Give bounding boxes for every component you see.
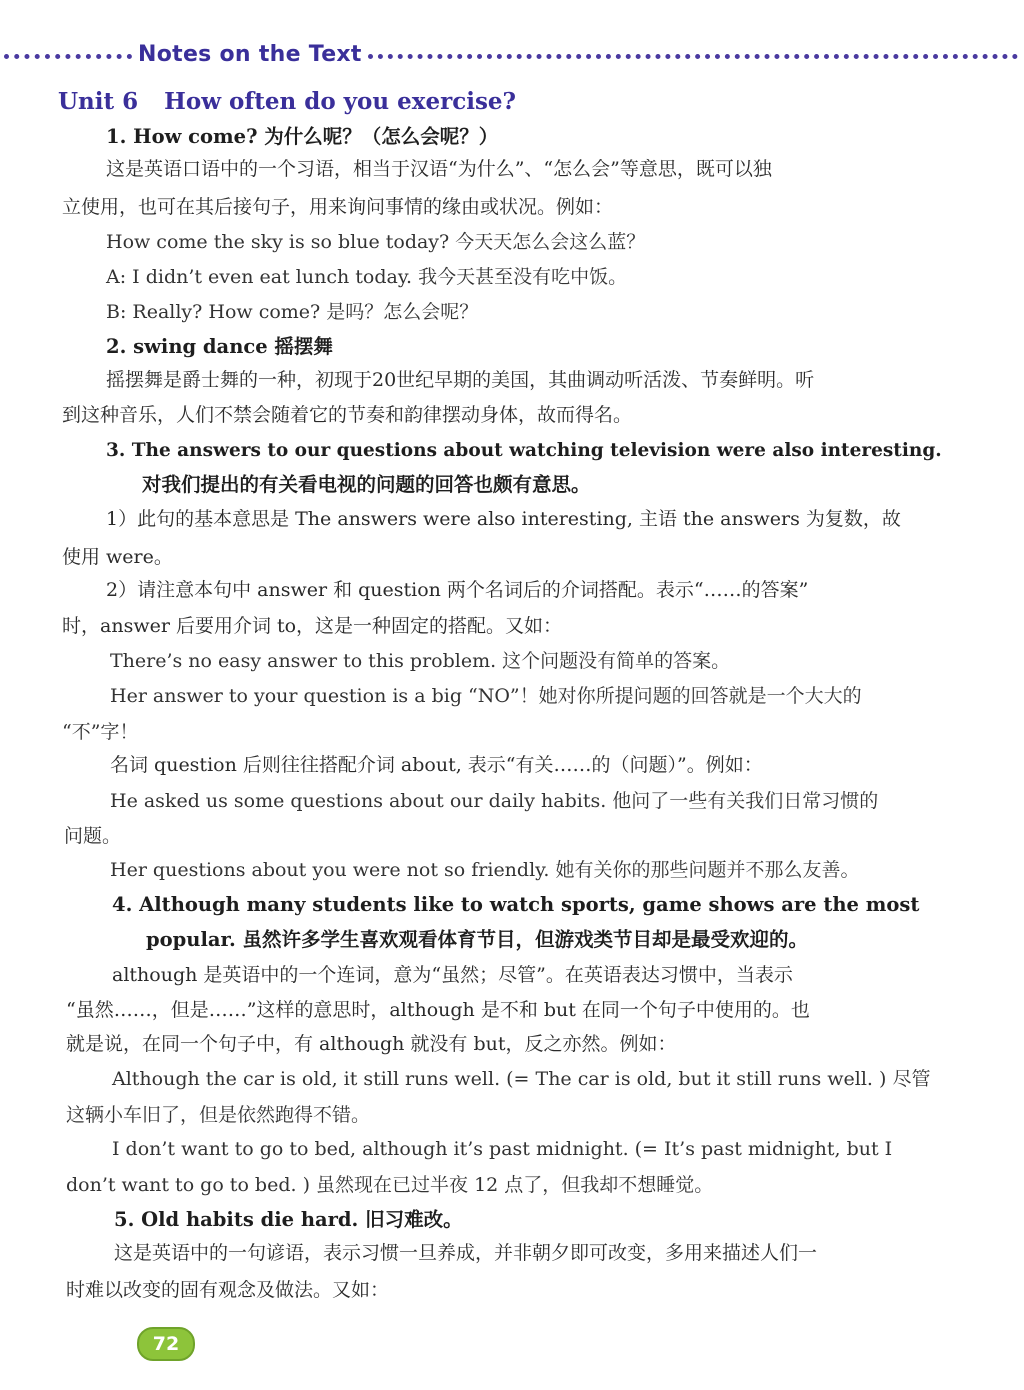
- text-line: 时，answer 后要用介词 to，这是一种固定的搭配。又如：: [62, 615, 563, 637]
- text-line: although 是英语中的一个连词，意为“虽然；尽管”。在英语表达习惯中，当表示: [112, 964, 793, 986]
- page-number: 72: [152, 1333, 180, 1355]
- example-line: 问题。: [64, 825, 122, 847]
- text-line: 这是英语中的一句谚语，表示习惯一旦养成，并非朝夕即可改变，多用来描述人们一: [114, 1242, 818, 1264]
- text-line: 名词 question 后则往往搭配介词 about, 表示“有关……的（问题）”。例如：: [110, 754, 763, 776]
- example-line: A: I didn’t even eat lunch today. 我今天甚至没有吃中饭。: [106, 266, 628, 288]
- example-line: Her questions about you were not so friendly. 她有关你的那些问题并不那么友善。: [110, 859, 860, 881]
- example-line: He asked us some questions about our daily habits. 他问了一些有关我们日常习惯的: [110, 790, 879, 812]
- example-line: I don’t want to go to bed, although it’s past midnight. (= It’s past midnight, but I: [112, 1138, 893, 1160]
- text-line: 摇摆舞是爵士舞的一种，初现于20世纪早期的美国，其曲调动听活泼、节奏鲜明。听: [106, 369, 815, 391]
- unit-number: Unit 6: [58, 88, 139, 115]
- text-line: 使用 were。: [62, 546, 173, 568]
- text-line: 立使用，也可在其后接句子，用来询问事情的缘由或状况。例如：: [62, 196, 614, 218]
- note-4-heading-cont: popular. 虽然许多学生喜欢观看体育节目，但游戏类节目却是最受欢迎的。: [146, 928, 809, 951]
- unit-name: How often do you exercise?: [164, 88, 517, 115]
- note-5-heading: 5. Old habits die hard. 旧习难改。: [114, 1208, 463, 1231]
- text-line: “虽然……，但是……”这样的意思时，although 是不和 but 在同一个句子中使用的。也: [66, 999, 810, 1021]
- example-line: Her answer to your question is a big “NO”！她对你所提问题的回答就是一个大大的: [110, 685, 862, 707]
- text-line: 2）请注意本句中 answer 和 question 两个名词后的介词搭配。表示“……的答案”: [106, 579, 809, 601]
- header-dots-left: [4, 54, 132, 59]
- text-line: 时难以改变的固有观念及做法。又如：: [66, 1279, 390, 1301]
- page-number-badge: [137, 1327, 195, 1361]
- header-title: Notes on the Text: [138, 42, 362, 67]
- example-line: B: Really? How come? 是吗？怎么会呢？: [106, 301, 479, 323]
- note-3-heading: 3. The answers to our questions about watching television were also interesting.: [106, 440, 942, 461]
- text-line: 就是说，在同一个句子中，有 although 就没有 but，反之亦然。例如：: [66, 1033, 677, 1055]
- header-dots-right: [368, 54, 1018, 59]
- example-line: How come the sky is so blue today? 今天天怎么会这么蓝？: [106, 231, 646, 253]
- notes-header: [0, 40, 1024, 72]
- example-line: 这辆小车旧了，但是依然跑得不错。: [66, 1104, 371, 1126]
- text-line: 到这种音乐，人们不禁会随着它的节奏和韵律摆动身体，故而得名。: [62, 404, 633, 426]
- example-line: Although the car is old, it still runs well. (= The car is old, but it still runs well. ) 尽管: [112, 1068, 931, 1090]
- note-4-heading: 4. Although many students like to watch sports, game shows are the most: [112, 893, 920, 916]
- example-line: “不”字！: [62, 721, 139, 743]
- note-2-heading: 2. swing dance 摇摆舞: [106, 335, 333, 358]
- example-line: There’s no easy answer to this problem. 这个问题没有简单的答案。: [110, 650, 731, 672]
- unit-title: [58, 88, 516, 115]
- text-line: 这是英语口语中的一个习语，相当于汉语“为什么”、“怎么会”等意思，既可以独: [106, 158, 772, 180]
- note-1-heading: 1. How come? 为什么呢？（怎么会呢？）: [106, 125, 499, 148]
- example-line: don’t want to go to bed. ) 虽然现在已过半夜 12 点了，但我却不想睡觉。: [66, 1174, 714, 1196]
- text-line: 1）此句的基本意思是 The answers were also interesting, 主语 the answers 为复数，故: [106, 508, 901, 530]
- note-3-translation: 对我们提出的有关看电视的问题的回答也颇有意思。: [142, 473, 591, 496]
